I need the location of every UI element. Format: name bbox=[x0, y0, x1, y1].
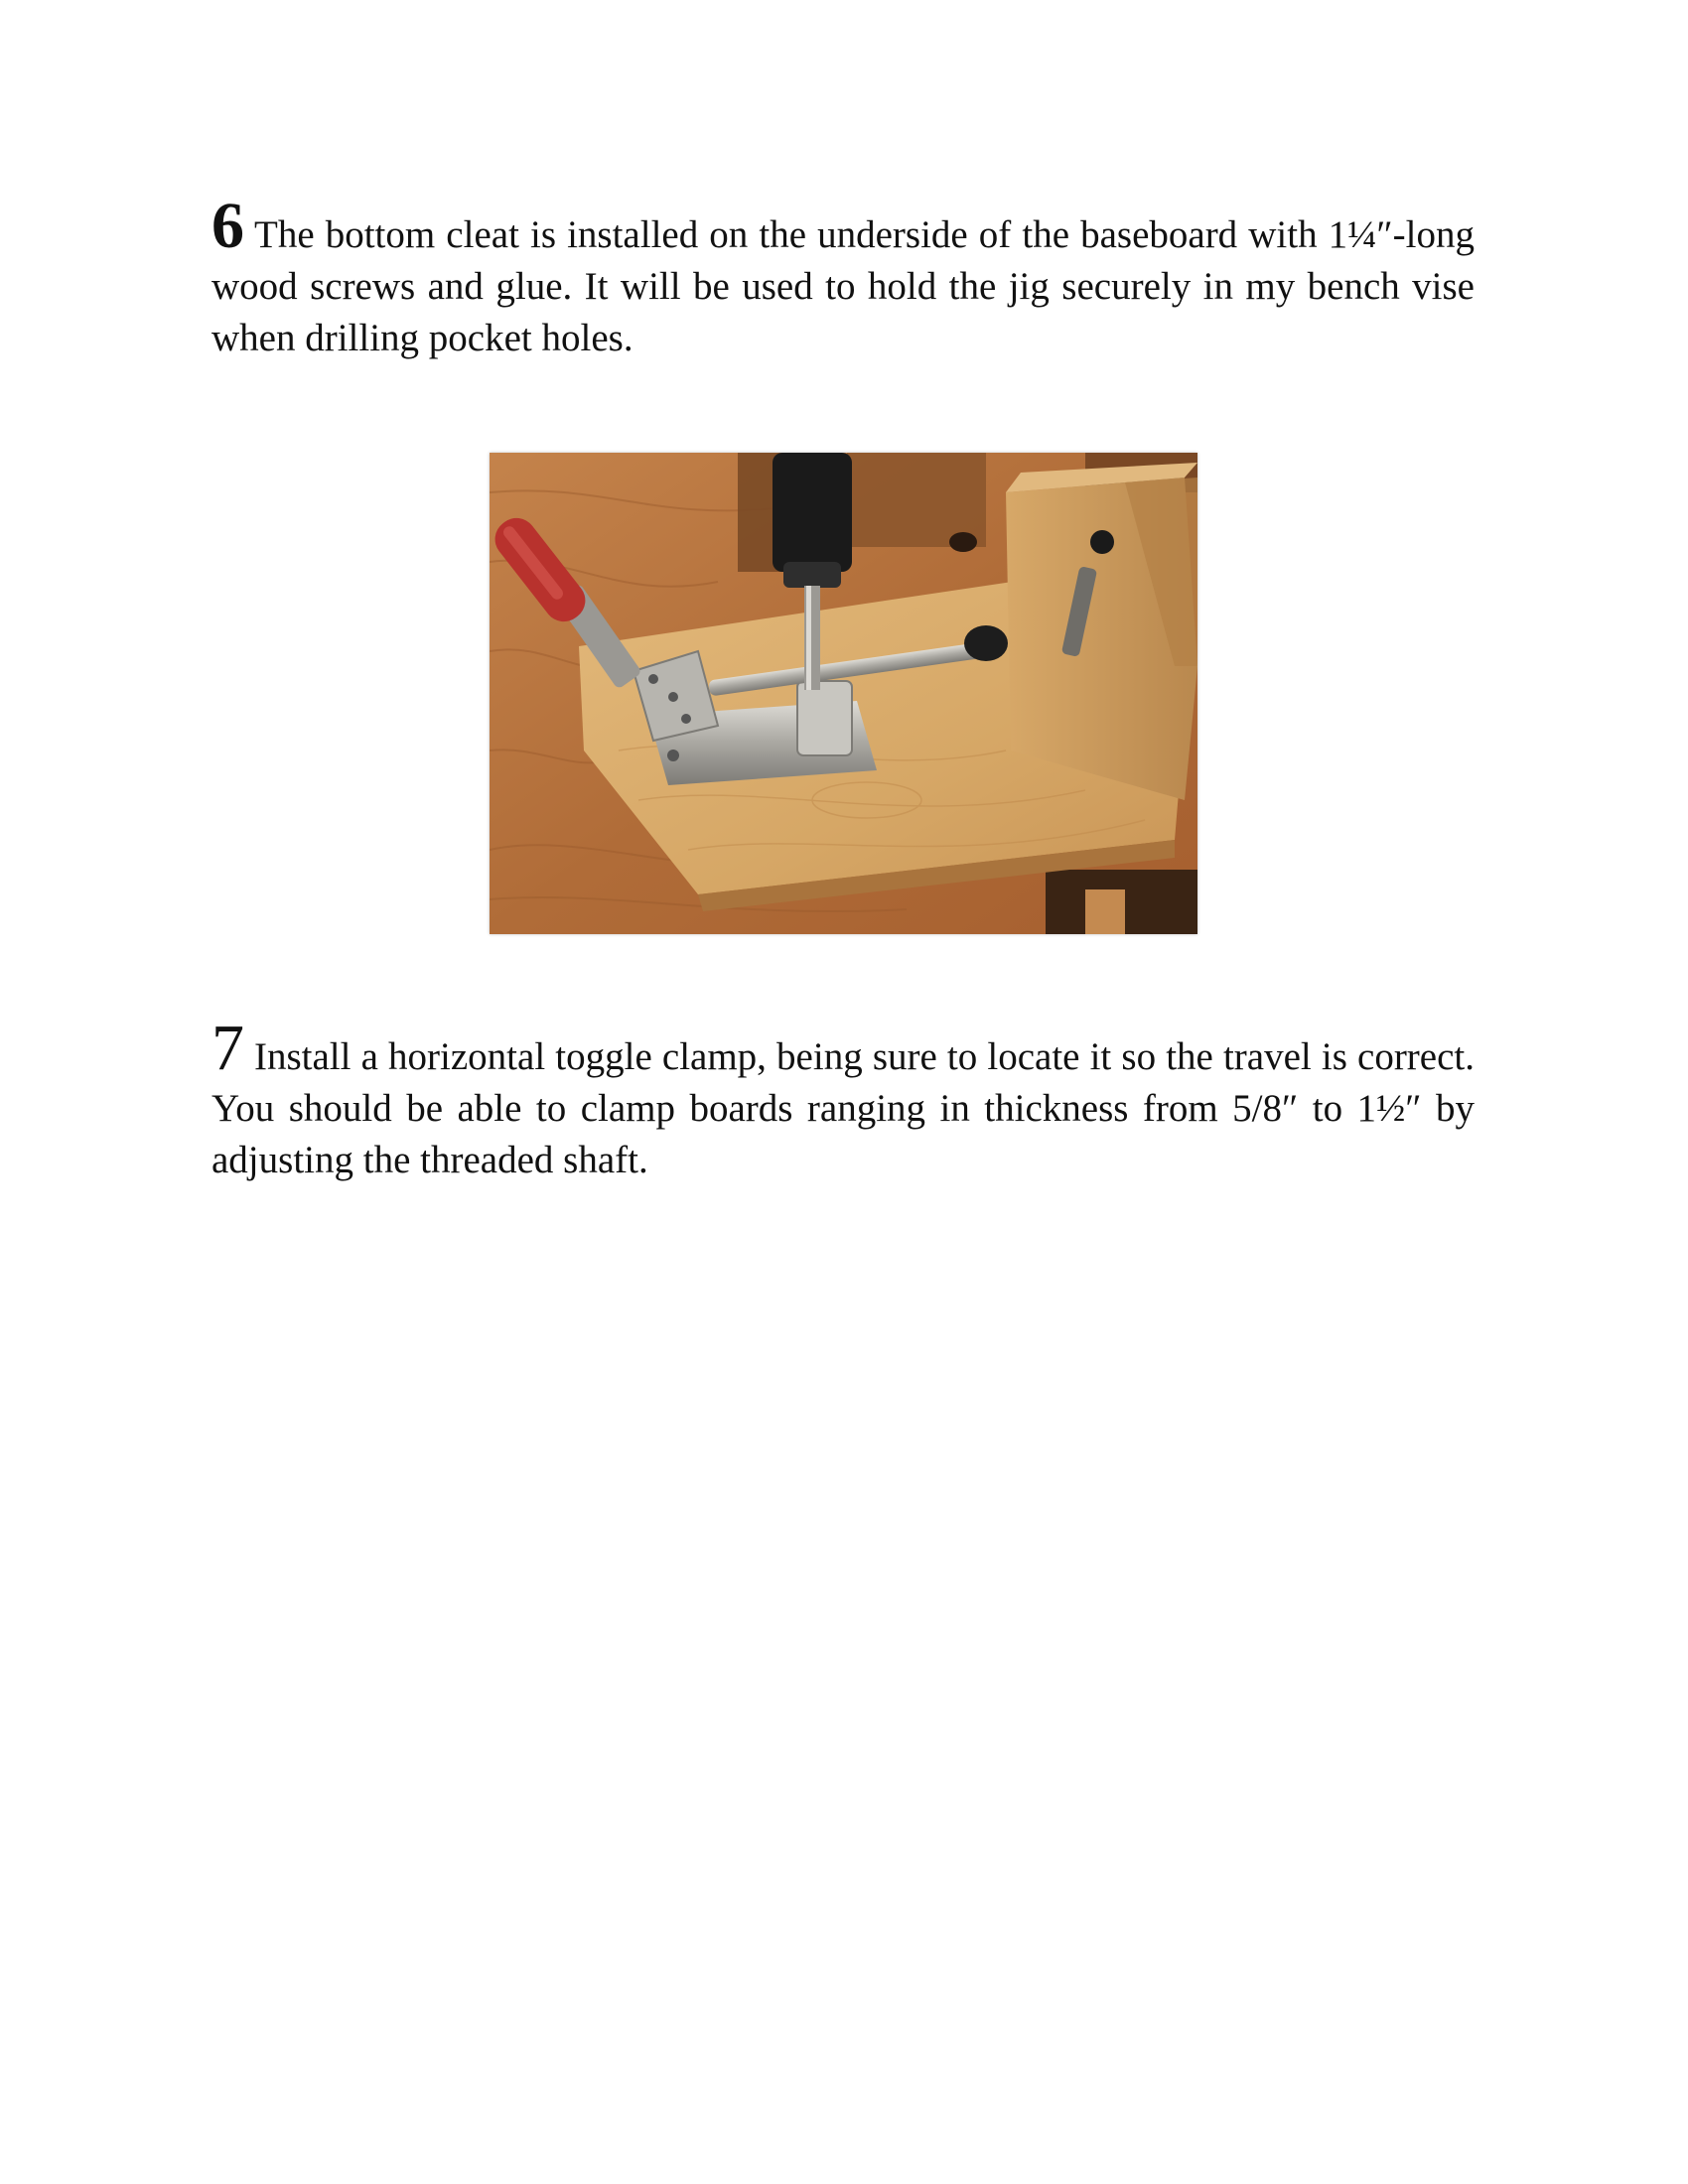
clamp-spindle-tip bbox=[964, 625, 1008, 661]
step-6-paragraph bbox=[211, 190, 1475, 364]
step-7-paragraph bbox=[211, 1012, 1475, 1186]
jig-photo bbox=[490, 453, 1197, 934]
step-number: 6 bbox=[211, 190, 244, 262]
step-text: Install a horizontal toggle clamp, being sure to locate it so the travel is correct. You should be able to clamp boards ranging in thickness from 5/8″ to 1½″ by adjusting the threaded shaft. bbox=[211, 1035, 1475, 1181]
step-text: The bottom cleat is installed on the underside of the baseboard with 1¼″-long wood screws and glue. It will be used to hold the jig securely in my bench vise when drilling pocket holes. bbox=[211, 213, 1475, 359]
step-number: 7 bbox=[211, 1012, 244, 1084]
drill bbox=[773, 453, 852, 572]
